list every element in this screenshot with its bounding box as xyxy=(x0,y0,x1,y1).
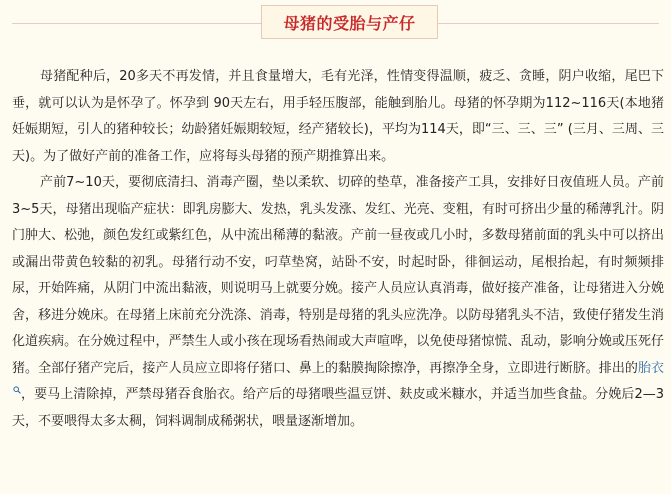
paragraph-pregnancy: 母猪配种后，20多天不再发情，并且食量增大，毛有光泽，性情变得温顺，疲乏、贪睡，阴户收缩，尾巴下垂，就可以认为是怀孕了。怀孕到 90天左右，用手轻压腹部，能触到胎儿。母猪的怀孕期为112~116天(本地猪妊娠期短，引人的猪种较长；幼龄猪妊娠期较短，经产猪较长)，平均为114天，即“三、三、三” (三月、三周、三天)。为了做好产前的准备工作，应将每头母猪的预产期推算出来。 xyxy=(12,69,664,164)
paragraph-farrowing-text-2: ，要马上清除掉，严禁母猪吞食胎衣。给产后的母猪喂些温豆饼、麸皮或米糠水，并适当加些食盐。分娩后2—3天，不要喂得太多太稠，饲料调制成稀粥状，喂量逐渐增加。 xyxy=(12,387,664,429)
article-title: 母猪的受胎与产仔 xyxy=(283,13,416,33)
paragraph-farrowing-text-1: 产前7~10天，要彻底清扫、消毒产圈，垫以柔软、切碎的垫草，准备接产工具，安排好日夜值班人员。产前3~5天，母猪出现临产症状：即乳房膨大、发热，乳头发涨、发红、光亮、变粗，有时可挤出少量的稀薄乳汁。阴门肿大、松弛，颜色发红或紫红色，从中流出稀薄的黏液。产前一昼夜或几小时，多数母猪前面的乳头中可以挤出或漏出带黄色较黏的初乳。母猪行动不安，叼草垫窝，站卧不安，时起时卧，徘徊运动，尾根抬起，有时频频排尿，开始阵痛，从阴门中流出黏液，则说明马上就要分娩。接产人员应认真消毒，做好接产准备，让母猪进入分娩舍，移进分娩床。在母猪上床前充分洗涤、消毒，特别是母猪的乳头应洗净。以防母猪乳头不洁，致使仔猪发生消化道疾病。在分娩过程中，严禁生人或小孩在现场看热闹或大声喧哗，以免使母猪惊慌、乱动，影响分娩或压死仔猪。全部仔猪产完后，接产人员应立即将仔猪口、鼻上的黏膜掏除擦净，再擦净全身，立即进行断脐。排出的 xyxy=(12,175,664,376)
paragraph-farrowing xyxy=(12,170,664,435)
placenta-link-text[interactable]: 胎衣 xyxy=(637,360,664,376)
title-box xyxy=(261,5,438,39)
article-body xyxy=(12,64,664,435)
search-icon[interactable] xyxy=(13,386,21,394)
title-bar xyxy=(0,5,671,39)
